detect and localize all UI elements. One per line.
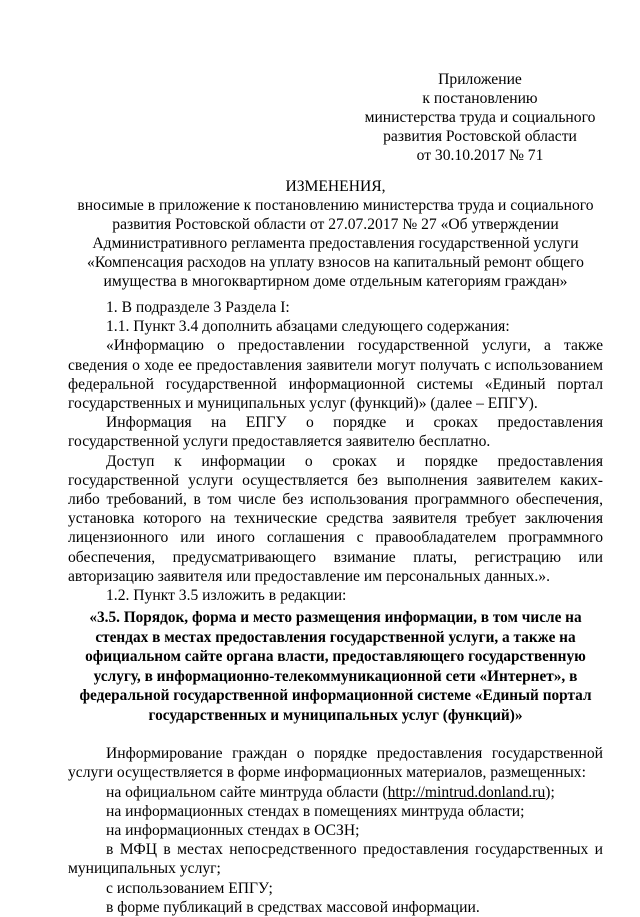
paragraph-info: «Информацию о предоставлении государственной услуги, а также сведения о ходе ее предоставления заявители могут получать с использованием федеральной государственной информационной системы «Единый портал государственных и муниципальных услуг (функций)» (далее – ЕПГУ). xyxy=(68,337,603,413)
heading-line: развития Ростовской области от 27.07.2017 № 27 «Об утверждении xyxy=(112,216,559,233)
spacer xyxy=(68,725,603,744)
bold-line: государственных и муниципальных услуг (функций)» xyxy=(148,706,523,724)
list-item-media: в форме публикаций в средствах массовой информации. xyxy=(106,898,480,916)
bold-line: стендах в местах предоставления государственной услуги, а также на xyxy=(95,628,576,646)
heading-line: Административного регламента предоставления государственной услуги xyxy=(92,235,579,252)
heading-line: «Компенсация расходов на уплату взносов на капитальный ремонт общего xyxy=(87,254,584,271)
appendix-line: развития Ростовской области xyxy=(383,128,577,145)
item-1: 1. В подразделе 3 Раздела I: xyxy=(106,299,290,316)
paragraph-access: Доступ к информации о сроках и порядке предоставления государственной услуги осуществляется без выполнения заявителем каких-либо требований, в том числе без использования программного обеспечения, установка которого на технические средства заявителя требует заключения лицензионного или иного соглашения с правообладателем программного обеспечения, предусматривающего взимание платы, регистрацию или авторизацию заявителя или предоставление им персональных данных.». xyxy=(68,452,603,585)
appendix-line: к постановлению xyxy=(422,90,538,107)
list-site-suffix: ); xyxy=(545,783,555,801)
list-item-epgu: с использованием ЕПГУ; xyxy=(106,879,273,897)
list-site-prefix: на официальном сайте минтруда области ( xyxy=(106,783,388,801)
appendix-line: Приложение xyxy=(438,71,522,88)
bold-line: официальном сайте органа власти, предоставляющего государственную xyxy=(85,648,586,666)
document-body xyxy=(68,298,603,917)
heading-title: ИЗМЕНЕНИЯ, xyxy=(285,178,386,195)
appendix-line: министерства труда и социального xyxy=(364,109,596,126)
list-item-oszn: на информационных стендах в ОСЗН; xyxy=(106,822,360,840)
mintrud-link[interactable]: http://mintrud.donland.ru xyxy=(387,783,546,801)
item-1-1: 1.1. Пункт 3.4 дополнить абзацами следующего содержания: xyxy=(106,318,510,336)
list-item-mfc: в МФЦ в местах непосредственного предоставления государственных и муниципальных услуг; xyxy=(68,841,603,878)
bold-line: услугу, в информационно-телекоммуникационной сети «Интернет», в xyxy=(93,667,578,685)
list-item-stands: на информационных стендах в помещениях минтруда области; xyxy=(106,802,525,820)
heading-line: вносимые в приложение к постановлению министерства труда и социального xyxy=(77,197,594,214)
section-3-5-title xyxy=(68,608,603,725)
bold-line: федеральной государственной информационной системе «Единый портал xyxy=(79,687,592,705)
bold-line: «3.5. Порядок, форма и место размещения информации, в том числе на xyxy=(89,609,582,627)
paragraph-inform: Информирование граждан о порядке предоставления государственной услуги осуществляется в форме информационных материалов, размещенных: xyxy=(68,745,603,782)
list-item-site xyxy=(68,783,603,802)
appendix-block xyxy=(350,70,610,165)
paragraph-free: Информация на ЕПГУ о порядке и сроках предоставления государственной услуги предоставляется заявителю бесплатно. xyxy=(68,414,603,451)
document-heading xyxy=(68,177,603,291)
heading-line: имущества в многоквартирном доме отдельным категориям граждан» xyxy=(103,273,568,290)
item-1-2: 1.2. Пункт 3.5 изложить в редакции: xyxy=(106,587,347,605)
appendix-line: от 30.10.2017 № 71 xyxy=(416,147,544,164)
